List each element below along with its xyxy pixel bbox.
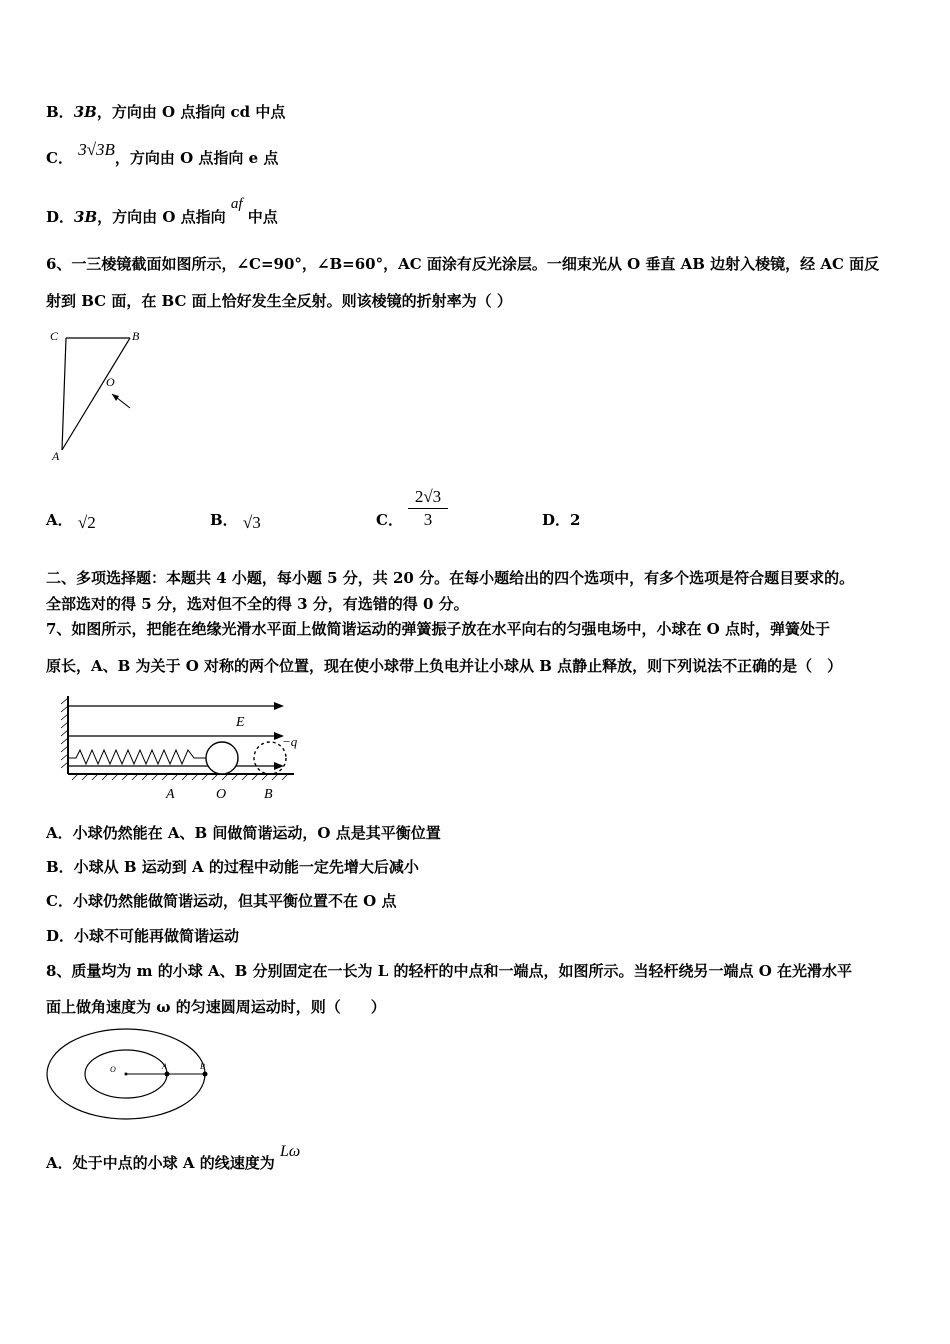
q5-option-c-value: 3√3B xyxy=(78,140,115,159)
q5-option-b-value: 3B xyxy=(73,103,97,121)
q6-option-c-fraction: 2√3 3 xyxy=(408,486,448,531)
pos-label-b: B xyxy=(264,787,273,802)
q6-stem-line1: 6、一三棱镜截面如图所示，∠C=90°，∠B=60°，AC 面涂有反光涂层。一细束光从 O 垂直 AB 边射入棱镜，经 AC 面反 xyxy=(46,255,880,273)
q6-stem-line2: 射到 BC 面，在 BC 面上恰好发生全反射。则该棱镜的折射率为（ ） xyxy=(46,292,512,310)
q8-label-o: O xyxy=(110,1065,116,1074)
q7-option-c: C．小球仍然能做简谐运动，但其平衡位置不在 O 点 xyxy=(46,892,397,910)
q5-option-c-text: ，方向由 O 点指向 e 点 xyxy=(114,149,279,167)
q8-stem-line2: 面上做角速度为 ω 的匀速圆周运动时，则（ ） xyxy=(46,998,386,1016)
q8-stem-line1: 8、质量均为 m 的小球 A、B 分别固定在一长为 L 的轻杆的中点和一端点，如图所示。当轻杆绕另一端点 O 在光滑水平 xyxy=(46,962,853,980)
q6-option-a-value: √2 xyxy=(77,513,96,532)
q8-label-b: B xyxy=(200,1062,205,1071)
q6-option-b-value: √3 xyxy=(242,513,261,532)
q6-option-c: C． xyxy=(376,511,403,529)
q7-stem-line1: 7、如图所示，把能在绝缘光滑水平面上做简谐运动的弹簧振子放在水平向右的匀强电场中，小球在 O 点时，弹簧处于 xyxy=(46,620,830,638)
q7-stem-line2: 原长，A、B 为关于 O 对称的两个位置，现在使小球带上负电并让小球从 B 点静止释放，则下列说法不正确的是（ ） xyxy=(46,657,843,675)
q6-option-d: D．2 xyxy=(542,511,581,529)
q6-option-b: B． √3 xyxy=(210,511,261,532)
q8-option-a: A．处于中点的小球 A 的线速度为 Lω xyxy=(46,1143,301,1172)
q8-option-a-value: Lω xyxy=(279,1143,301,1160)
prism-label-a: A xyxy=(52,449,60,463)
q8-circular-motion-figure xyxy=(44,1028,224,1122)
q5-option-c: C． 3√3B，方向由 O 点指向 e 点 xyxy=(46,140,279,167)
q6-option-a: A． √2 xyxy=(46,511,96,532)
q5-option-d: D．3B，方向由 O 点指向 af 中点 xyxy=(46,196,278,226)
q6-prism-figure xyxy=(40,322,160,470)
q7-option-a: A．小球仍然能在 A、B 间做简谐运动，O 点是其平衡位置 xyxy=(46,824,441,842)
pos-label-a: A xyxy=(166,787,175,802)
prism-label-o: O xyxy=(106,375,115,389)
q5-option-d-af: af xyxy=(230,196,243,212)
section2-header-line1: 二、多项选择题：本题共 4 小题，每小题 5 分，共 20 分。在每小题给出的四个选项中，有多个选项是符合题目要求的。 xyxy=(46,569,855,587)
q7-spring-figure xyxy=(58,692,308,804)
q8-label-a: A xyxy=(162,1062,167,1071)
q7-option-b: B．小球从 B 运动到 A 的过程中动能一定先增大后减小 xyxy=(46,858,419,876)
section2-header-line2: 全部选对的得 5 分，选对但不全的得 3 分，有选错的得 0 分。 xyxy=(46,595,469,613)
pos-label-o: O xyxy=(216,787,227,802)
prism-label-b: B xyxy=(132,329,140,343)
charge-label: −q xyxy=(282,734,298,749)
field-label-e: E xyxy=(236,715,245,730)
prism-label-c: C xyxy=(50,329,59,343)
q5-option-b: B．3B，方向由 O 点指向 cd 中点 xyxy=(46,103,286,121)
q5-option-b-text: ，方向由 O 点指向 cd 中点 xyxy=(96,103,286,121)
q7-option-d: D．小球不可能再做简谐运动 xyxy=(46,927,240,945)
